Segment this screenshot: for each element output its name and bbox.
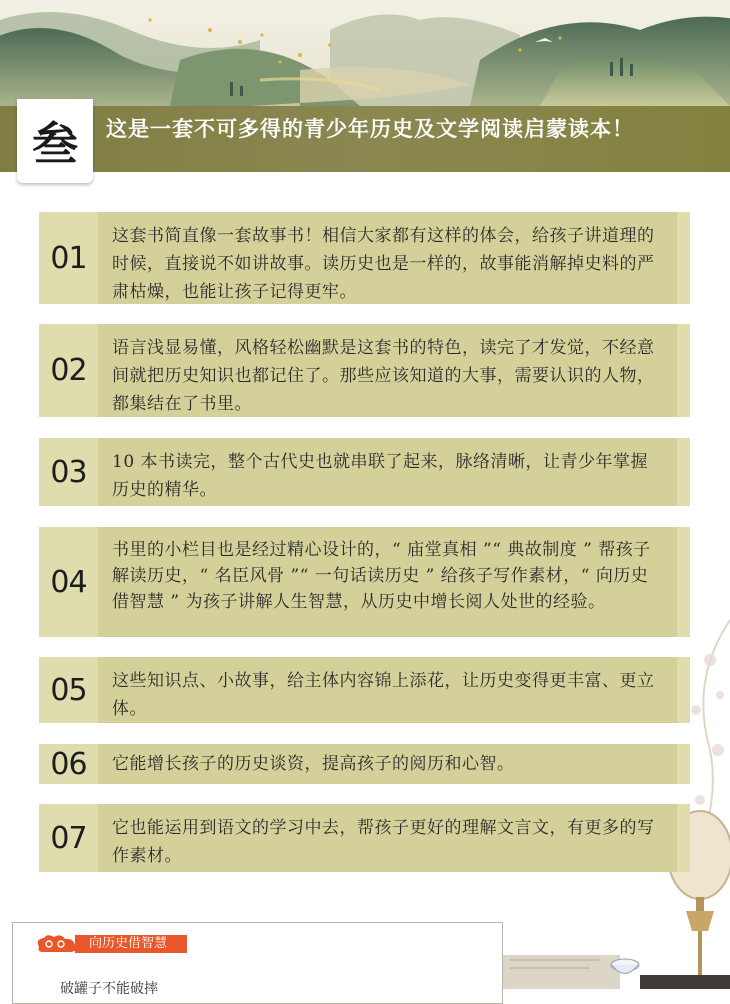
- item-number: 07: [50, 820, 87, 856]
- item-text: 书里的小栏目也是经过精心设计的，“ 庙堂真相 ”“ 典故制度 ” 帮孩子解读历史，“ 名臣风骨 ”“ 一句话读历史 ” 给孩子写作素材，“ 向历史借智慧 ” 为孩子讲解人生智慧，从历史中增长阅人处世的经验。: [112, 540, 651, 612]
- section-number: 叁: [32, 117, 78, 171]
- item-text-box: [98, 527, 677, 637]
- item-text-box: [98, 324, 677, 417]
- list-item: [39, 744, 690, 784]
- item-number: 05: [50, 672, 87, 708]
- list-item: [39, 212, 690, 304]
- item-number: 02: [50, 353, 87, 388]
- card-text: 破罐子不能破摔: [60, 981, 158, 997]
- list-item: [39, 324, 690, 417]
- column-tag: [35, 933, 187, 955]
- list-item: [39, 438, 690, 506]
- section-number-badge: [17, 99, 93, 183]
- item-number: 03: [50, 454, 87, 490]
- list-item: [39, 804, 690, 872]
- landscape-banner: [0, 0, 730, 106]
- list-item: [39, 527, 690, 637]
- item-text: 它能增长孩子的历史谈资，提高孩子的阅历和心智。: [112, 754, 515, 774]
- item-text: 这些知识点、小故事，给主体内容锦上添花，让历史变得更丰富、更立体。: [112, 671, 655, 719]
- item-text: 10 本书读完，整个古代史也就串联了起来，脉络清晰，让青少年掌握历史的精华。: [112, 452, 649, 500]
- item-text: 这套书简直像一套故事书！相信大家都有这样的体会，给孩子讲道理的时候，直接说不如讲故事。读历史也是一样的，故事能消解掉史料的严肃枯燥，也能让孩子记得更牢。: [112, 226, 655, 302]
- item-text-box: [98, 438, 677, 506]
- item-text-box: [98, 657, 677, 723]
- list-item: [39, 657, 690, 723]
- item-text-box: [98, 744, 677, 784]
- item-text-box: [98, 212, 677, 304]
- teacup-decoration: [500, 940, 730, 989]
- item-text-box: [98, 804, 677, 872]
- section-title: 这是一套不可多得的青少年历史及文学阅读启蒙读本！: [106, 116, 634, 141]
- tag-label: 向历史借智慧: [89, 936, 168, 951]
- item-text: 语言浅显易懂，风格轻松幽默是这套书的特色，读完了才发觉，不经意间就把历史知识也都记住了。那些应该知道的大事，需要认识的人物，都集结在了书里。: [112, 338, 655, 414]
- item-number: 01: [50, 240, 87, 276]
- item-text: 它也能运用到语文的学习中去，帮孩子更好的理解文言文，有更多的写作素材。: [112, 818, 655, 866]
- item-number: 04: [50, 564, 87, 600]
- item-number: 06: [50, 746, 87, 782]
